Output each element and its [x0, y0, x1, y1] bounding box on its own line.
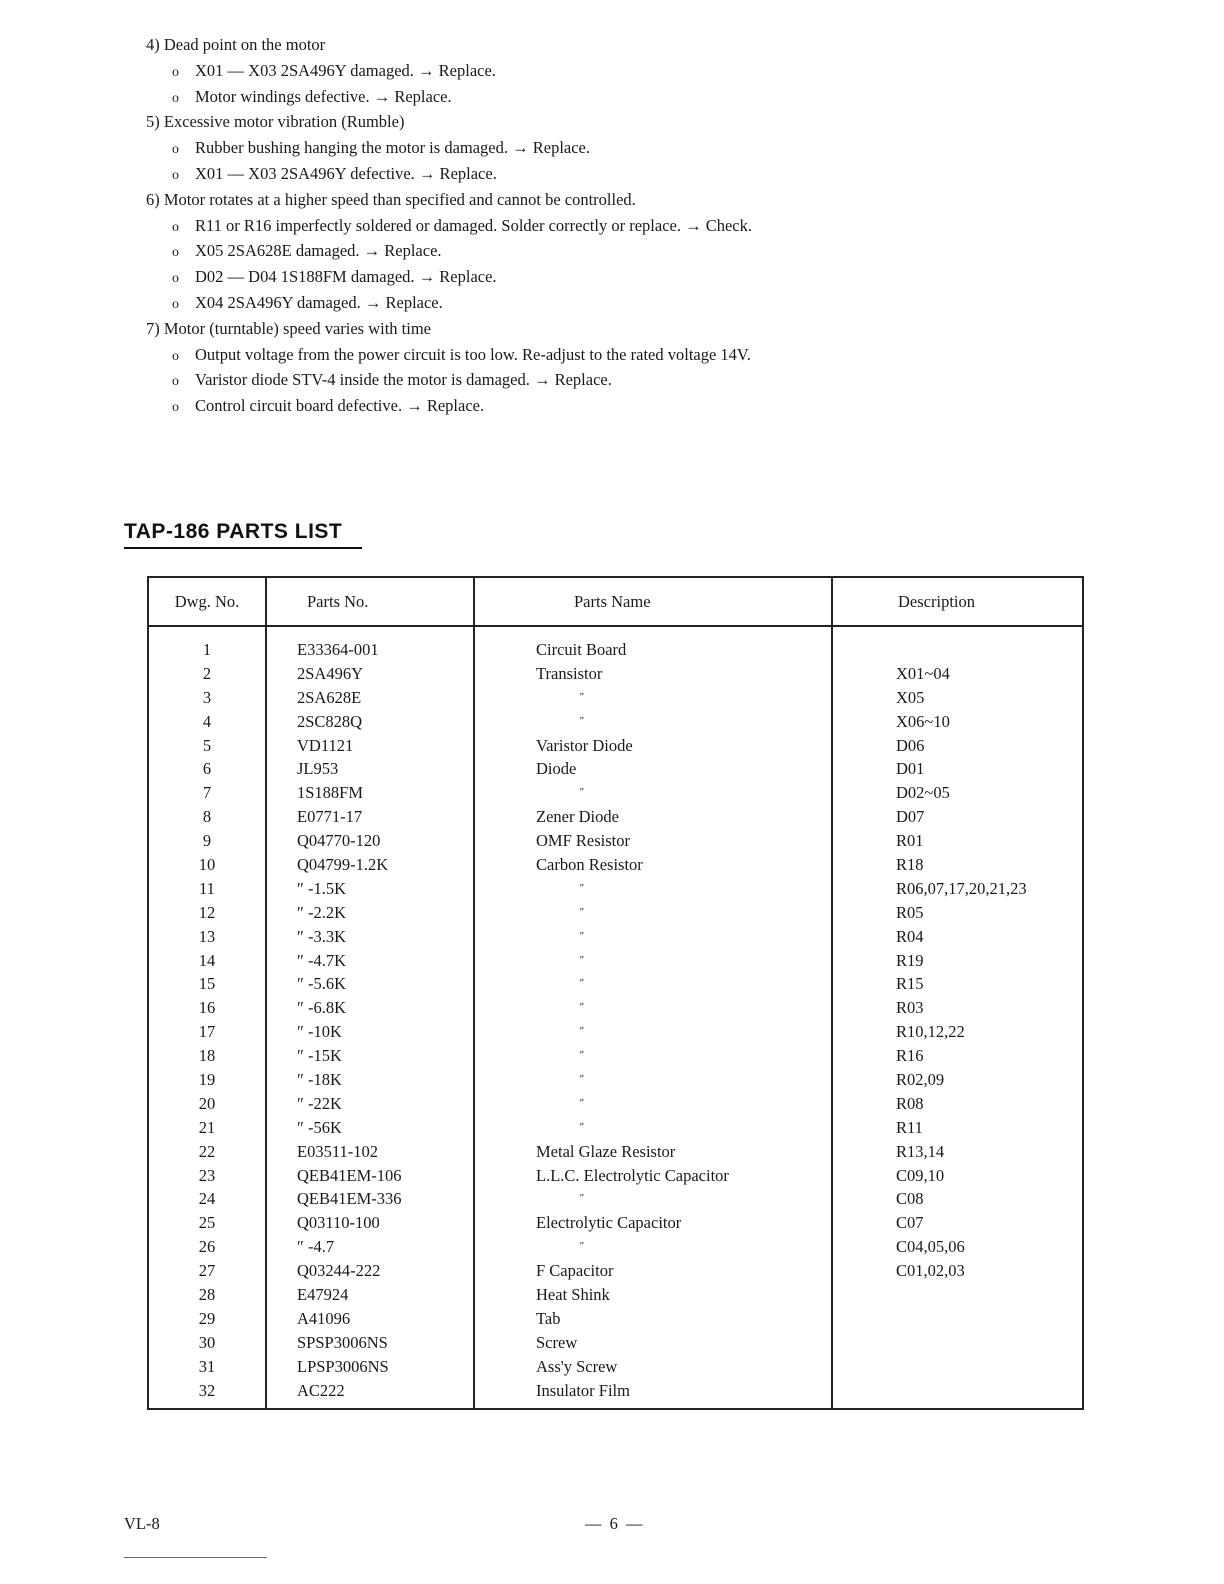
cell-description: X05: [896, 687, 925, 707]
cell-dwg-no: 28: [198, 1285, 216, 1305]
cell-description: C07: [896, 1213, 924, 1233]
cell-dwg-no: 2: [202, 663, 212, 683]
page-number: — 6 —: [585, 1514, 645, 1533]
cell-parts-name: Carbon Resistor: [536, 855, 643, 875]
cell-dwg-no: 16: [198, 998, 216, 1018]
cell-dwg-no: 5: [202, 735, 212, 755]
cell-dwg-no: 4: [202, 711, 212, 731]
cell-dwg-no: 9: [202, 831, 212, 851]
cell-parts-no: Q03244-222: [297, 1261, 381, 1281]
cell-description: C04,05,06: [896, 1237, 965, 1257]
cell-parts-name: Electrolytic Capacitor: [536, 1213, 682, 1233]
cell-parts-no: Q03110-100: [297, 1213, 380, 1233]
troubleshoot-text: R11 or R16 imperfectly soldered or damaged. Solder correctly or replace. → Check.: [195, 215, 752, 235]
table-row: [149, 1044, 1082, 1068]
cell-parts-no: VD1121: [297, 735, 354, 755]
cell-description: C08: [896, 1189, 924, 1209]
table-row: [149, 1187, 1082, 1211]
cell-parts-no: E03511-102: [297, 1141, 378, 1161]
cell-dwg-no: 19: [198, 1070, 216, 1090]
troubleshoot-item: [146, 264, 1146, 290]
table-row: [149, 1379, 1082, 1403]
troubleshoot-item: [146, 213, 1146, 239]
cell-description: R11: [896, 1117, 923, 1137]
cell-parts-no: ″ -4.7K: [297, 950, 347, 970]
cell-parts-name: ″: [579, 1049, 584, 1062]
header-divider: [149, 625, 1082, 627]
cell-parts-no: ″ -10K: [297, 1022, 342, 1042]
cell-dwg-no: 29: [198, 1308, 216, 1328]
cell-dwg-no: 7: [202, 783, 212, 803]
troubleshoot-text: 6) Motor rotates at a higher speed than specified and cannot be controlled.: [146, 189, 636, 209]
table-row: [149, 853, 1082, 877]
parts-table: [147, 576, 1084, 1410]
bullet-icon: o: [172, 271, 179, 287]
troubleshoot-text: Output voltage from the power circuit is too low. Re-adjust to the rated voltage 14V.: [195, 344, 751, 364]
table-row: [149, 710, 1082, 734]
cell-description: D06: [896, 735, 925, 755]
cell-parts-name: ″: [579, 1240, 584, 1253]
troubleshoot-text: Motor windings defective. → Replace.: [195, 86, 452, 106]
table-row: [149, 1355, 1082, 1379]
troubleshoot-heading: [146, 316, 1146, 342]
troubleshoot-text: Varistor diode STV-4 inside the motor is damaged. → Replace.: [195, 370, 612, 390]
cell-dwg-no: 8: [202, 807, 212, 827]
header-description: Description: [898, 592, 975, 611]
table-row: [149, 734, 1082, 758]
cell-parts-name: ″: [579, 977, 584, 990]
cell-parts-no: JL953: [297, 759, 339, 779]
bullet-icon: o: [172, 245, 179, 261]
cell-parts-no: ″ -5.6K: [297, 974, 347, 994]
header-parts-no: Parts No.: [307, 592, 369, 611]
troubleshoot-text: 7) Motor (turntable) speed varies with time: [146, 318, 432, 338]
cell-description: R04: [896, 926, 924, 946]
cell-description: D02~05: [896, 783, 950, 803]
table-row: [149, 877, 1082, 901]
cell-parts-no: SPSP3006NS: [297, 1332, 388, 1352]
bullet-icon: o: [172, 219, 179, 235]
cell-parts-name: Heat Shink: [536, 1285, 610, 1305]
table-row: [149, 829, 1082, 853]
troubleshoot-item: [146, 135, 1146, 161]
cell-dwg-no: 10: [198, 855, 216, 875]
troubleshoot-text: D02 — D04 1S188FM damaged. → Replace.: [195, 267, 497, 287]
cell-parts-name: ″: [579, 714, 584, 727]
cell-parts-name: L.L.C. Electrolytic Capacitor: [536, 1165, 729, 1185]
cell-parts-name: ″: [579, 1073, 584, 1086]
cell-dwg-no: 17: [198, 1022, 216, 1042]
cell-description: R15: [896, 974, 924, 994]
footer-rule: [124, 1557, 267, 1558]
cell-parts-no: ″ -1.5K: [297, 878, 347, 898]
cell-description: C01,02,03: [896, 1261, 965, 1281]
cell-parts-no: LPSP3006NS: [297, 1356, 389, 1376]
table-row: [149, 662, 1082, 686]
bullet-icon: o: [172, 400, 179, 416]
cell-parts-no: ″ -18K: [297, 1070, 342, 1090]
cell-dwg-no: 23: [198, 1165, 216, 1185]
cell-parts-no: QEB41EM-106: [297, 1165, 402, 1185]
cell-description: R16: [896, 1046, 924, 1066]
cell-parts-no: 2SA628E: [297, 687, 362, 707]
cell-parts-no: A41096: [297, 1308, 351, 1328]
cell-parts-no: AC222: [297, 1380, 345, 1400]
cell-parts-no: Q04770-120: [297, 831, 381, 851]
header-parts-name: Parts Name: [574, 592, 651, 611]
troubleshooting-section: [146, 32, 1146, 419]
cell-parts-name: Tab: [536, 1308, 561, 1328]
bullet-icon: o: [172, 142, 179, 158]
cell-description: R19: [896, 950, 924, 970]
table-row: [149, 925, 1082, 949]
troubleshoot-item: [146, 238, 1146, 264]
cell-description: R03: [896, 998, 924, 1018]
troubleshoot-item: [146, 342, 1146, 368]
table-row: [149, 757, 1082, 781]
table-row: [149, 1211, 1082, 1235]
table-row: [149, 1116, 1082, 1140]
cell-parts-name: Varistor Diode: [536, 735, 633, 755]
cell-description: R08: [896, 1093, 924, 1113]
cell-dwg-no: 30: [198, 1332, 216, 1352]
cell-dwg-no: 14: [198, 950, 216, 970]
cell-dwg-no: 22: [198, 1141, 216, 1161]
troubleshoot-text: 4) Dead point on the motor: [146, 35, 326, 54]
table-row: [149, 686, 1082, 710]
troubleshoot-text: X05 2SA628E damaged. → Replace.: [195, 241, 442, 261]
cell-parts-name: Zener Diode: [536, 807, 619, 827]
troubleshoot-text: Control circuit board defective. → Replace.: [195, 396, 485, 416]
table-row: [149, 805, 1082, 829]
cell-parts-name: ″: [579, 786, 584, 799]
parts-table-body: [149, 638, 1082, 1403]
cell-parts-name: ″: [579, 953, 584, 966]
cell-dwg-no: 11: [199, 878, 215, 898]
cell-parts-no: ″ -6.8K: [297, 998, 347, 1018]
bullet-icon: o: [172, 296, 179, 312]
cell-dwg-no: 15: [198, 974, 216, 994]
troubleshoot-item: [146, 84, 1146, 110]
cell-description: D07: [896, 807, 925, 827]
table-row: [149, 1140, 1082, 1164]
troubleshoot-text: Rubber bushing hanging the motor is damaged. → Replace.: [195, 138, 591, 158]
bullet-icon: o: [172, 374, 179, 390]
cell-parts-name: ″: [579, 1120, 584, 1133]
table-row: [149, 972, 1082, 996]
parts-list-title: TAP-186 PARTS LIST: [124, 520, 362, 549]
cell-parts-name: ″: [579, 1096, 584, 1109]
cell-parts-name: ″: [579, 690, 584, 703]
cell-dwg-no: 3: [202, 687, 212, 707]
cell-parts-no: E33364-001: [297, 640, 379, 659]
table-row: [149, 996, 1082, 1020]
cell-description: D01: [896, 759, 925, 779]
cell-parts-no: E0771-17: [297, 807, 363, 827]
cell-description: R10,12,22: [896, 1022, 965, 1042]
cell-parts-name: Diode: [536, 759, 577, 779]
cell-dwg-no: 31: [198, 1356, 216, 1376]
cell-parts-no: 1S188FM: [297, 783, 364, 803]
troubleshoot-item: [146, 161, 1146, 187]
header-dwg-no: Dwg. No.: [174, 592, 240, 611]
bullet-icon: o: [172, 167, 179, 183]
footer-model-code: VL-8: [124, 1514, 160, 1533]
cell-parts-name: OMF Resistor: [536, 831, 630, 851]
cell-dwg-no: 27: [198, 1261, 216, 1281]
cell-parts-no: ″ -2.2K: [297, 902, 347, 922]
cell-dwg-no: 32: [198, 1380, 216, 1400]
cell-dwg-no: 6: [202, 759, 212, 779]
cell-parts-name: ″: [579, 905, 584, 918]
troubleshoot-heading: [146, 187, 1146, 213]
troubleshoot-item: [146, 290, 1146, 316]
table-row: [149, 1283, 1082, 1307]
troubleshoot-text: 5) Excessive motor vibration (Rumble): [146, 112, 405, 132]
troubleshoot-heading: [146, 109, 1146, 135]
cell-parts-no: ″ -15K: [297, 1046, 342, 1066]
table-row: [149, 1307, 1082, 1331]
cell-dwg-no: 20: [198, 1093, 216, 1113]
cell-dwg-no: 25: [198, 1213, 216, 1233]
table-row: [149, 1068, 1082, 1092]
bullet-icon: o: [172, 348, 179, 364]
cell-description: R05: [896, 902, 924, 922]
cell-parts-name: Circuit Board: [536, 640, 627, 659]
table-row: [149, 1164, 1082, 1188]
cell-parts-name: Screw: [536, 1332, 578, 1352]
cell-dwg-no: 18: [198, 1046, 216, 1066]
table-row: [149, 901, 1082, 925]
cell-parts-no: ″ -3.3K: [297, 926, 347, 946]
cell-parts-name: F Capacitor: [536, 1261, 614, 1281]
cell-parts-no: 2SC828Q: [297, 711, 363, 731]
cell-description: X01~04: [896, 663, 950, 683]
bullet-icon: o: [172, 64, 179, 80]
cell-description: R06,07,17,20,21,23: [896, 878, 1027, 898]
troubleshoot-text: X01 — X03 2SA496Y damaged. → Replace.: [195, 60, 496, 80]
cell-description: R13,14: [896, 1141, 945, 1161]
table-row: [149, 1020, 1082, 1044]
bullet-icon: o: [172, 90, 179, 106]
cell-dwg-no: 1: [202, 640, 212, 659]
cell-parts-name: Transistor: [536, 663, 603, 683]
cell-dwg-no: 21: [198, 1117, 216, 1137]
cell-parts-no: 2SA496Y: [297, 663, 364, 683]
cell-parts-name: Metal Glaze Resistor: [536, 1141, 676, 1161]
cell-parts-no: Q04799-1.2K: [297, 855, 389, 875]
cell-dwg-no: 26: [198, 1237, 216, 1257]
cell-dwg-no: 24: [198, 1189, 216, 1209]
cell-parts-name: Insulator Film: [536, 1380, 630, 1400]
cell-description: R18: [896, 855, 924, 875]
cell-parts-no: ″ -56K: [297, 1117, 342, 1137]
cell-parts-no: QEB41EM-336: [297, 1189, 402, 1209]
cell-parts-name: ″: [579, 1192, 584, 1205]
table-row: [149, 1331, 1082, 1355]
troubleshoot-item: [146, 367, 1146, 393]
cell-description: X06~10: [896, 711, 950, 731]
cell-parts-name: ″: [579, 881, 584, 894]
troubleshoot-text: X04 2SA496Y damaged. → Replace.: [195, 292, 443, 312]
table-row: [149, 1259, 1082, 1283]
cell-description: C09,10: [896, 1165, 945, 1185]
table-row: [149, 1235, 1082, 1259]
cell-description: R02,09: [896, 1070, 945, 1090]
cell-parts-name: ″: [579, 929, 584, 942]
table-row: [149, 949, 1082, 973]
cell-parts-no: ″ -22K: [297, 1093, 342, 1113]
cell-parts-name: Ass'y Screw: [536, 1356, 618, 1376]
cell-parts-no: E47924: [297, 1285, 349, 1305]
cell-dwg-no: 12: [198, 902, 216, 922]
troubleshoot-item: [146, 58, 1146, 84]
table-row: [149, 781, 1082, 805]
cell-description: R01: [896, 831, 924, 851]
table-row: [149, 638, 1082, 662]
cell-parts-name: ″: [579, 1001, 584, 1014]
troubleshoot-text: X01 — X03 2SA496Y defective. → Replace.: [195, 163, 497, 183]
troubleshoot-item: [146, 393, 1146, 419]
cell-dwg-no: 13: [198, 926, 216, 946]
cell-parts-no: ″ -4.7: [297, 1237, 335, 1257]
troubleshoot-heading: [146, 32, 1146, 58]
table-row: [149, 1092, 1082, 1116]
cell-parts-name: ″: [579, 1025, 584, 1038]
